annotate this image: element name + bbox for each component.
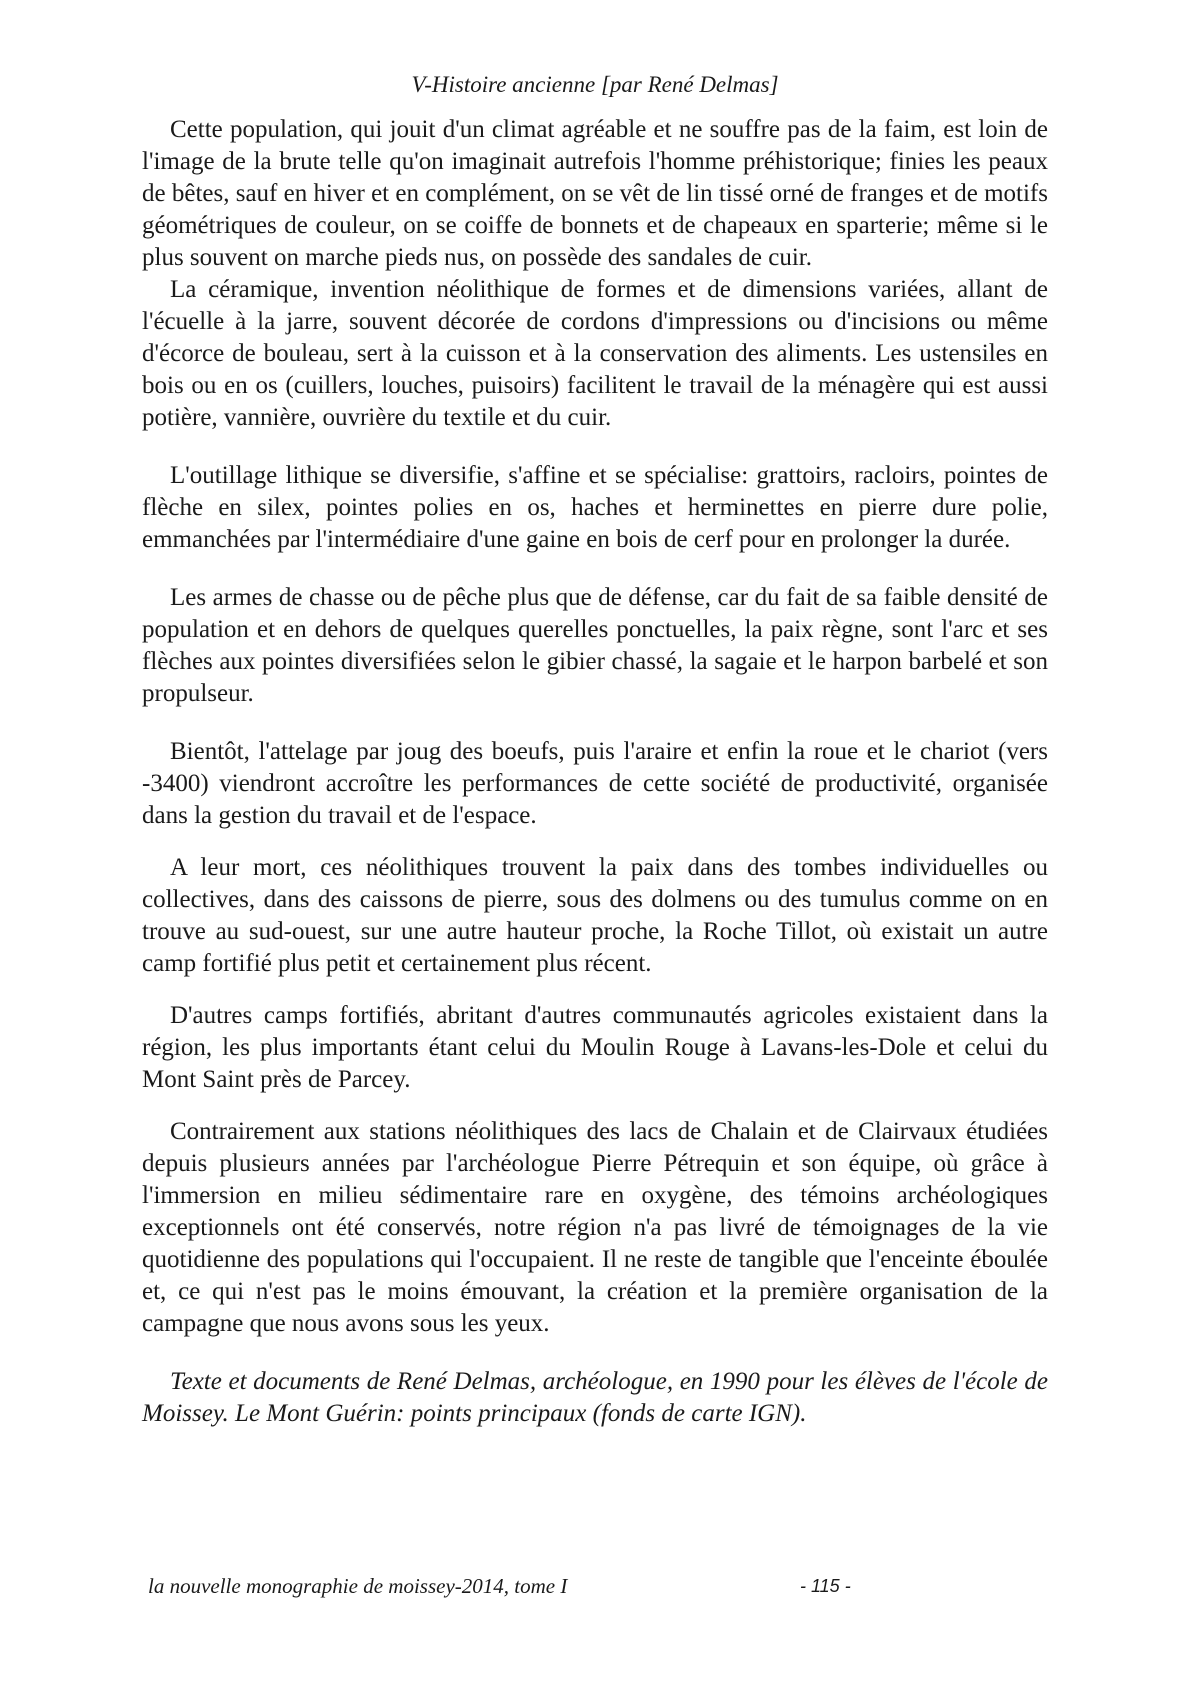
document-body (142, 114, 1048, 1430)
paragraph-harness: Bientôt, l'attelage par joug des boeufs, puis l'araire et enfin la roue et le chariot (vers -3400) viendront accroître les performances de cette société de productivité, organisée dans la gestion du travail et de l'espace. (142, 738, 1048, 829)
paragraph-clothing: Cette population, qui jouit d'un climat agréable et ne souffre pas de la faim, est loin de l'image de la brute telle qu'on imaginait autrefois l'homme préhistorique; finies les peaux de bêtes, sauf en hiver et en complément, on se vêt de lin tissé orné de franges et de motifs géométriques de couleur, on se coiffe de bonnets et de chapeaux en sparterie; même si le plus souvent on marche pieds nus, on possède des sandales de cuir. (142, 116, 1048, 271)
paragraph-weapons: Les armes de chasse ou de pêche plus que de défense, car du fait de sa faible densité de population et en dehors de quelques querelles ponctuelles, la paix règne, sont l'arc et ses flèches aux pointes diversifiées selon le gibier chassé, la sagaie et le harpon barbelé et son propulseur. (142, 584, 1048, 707)
paragraph-ceramics: La céramique, invention néolithique de formes et de dimensions variées, allant de l'écuelle à la jarre, souvent décorée de cordons d'impressions ou d'incisions ou même d'écorce de bouleau, sert à la cuisson et à la conservation des aliments. Les ustensiles en bois ou en os (cuillers, louches, puisoirs) facilitent le travail de la ménagère qui est aussi potière, vannière, ouvrière du textile et du cuir. (142, 276, 1048, 431)
caption: Texte et documents de René Delmas, archéologue, en 1990 pour les élèves de l'école de Moissey. Le Mont Guérin: points principaux (fonds de carte IGN). (142, 1368, 1048, 1427)
running-header: V-Histoire ancienne [par René Delmas] (411, 72, 779, 97)
paragraph-lake-stations: Contrairement aux stations néolithiques des lacs de Chalain et de Clairvaux étudiées depuis plusieurs années par l'archéologue Pierre Pétrequin et son équipe, où grâce à l'immersion en milieu sédimentaire rare en oxygène, des témoins archéologiques exceptionnels ont été conservés, notre région n'a pas livré de témoignages de la vie quotidienne des populations qui l'occupaient. Il ne reste de tangible que l'enceinte éboulée et, ce qui n'est pas le moins émouvant, la création et la première organisation de la campagne que nous avons sous les yeux. (142, 1118, 1048, 1337)
paragraph-burials: A leur mort, ces néolithiques trouvent la paix dans des tombes individuelles ou collectives, dans des caissons de pierre, sous des dolmens ou des tumulus comme on en trouve au sud-ouest, sur une autre hauteur proche, la Roche Tillot, où existait un autre camp fortifié plus petit et certainement plus récent. (142, 854, 1048, 977)
paragraph-camps: D'autres camps fortifiés, abritant d'autres communautés agricoles existaient dans la région, les plus importants étant celui du Moulin Rouge à Lavans-les-Dole et celui du Mont Saint près de Parcey. (142, 1002, 1048, 1093)
footer-publication: la nouvelle monographie de moissey-2014, tome I (148, 1574, 568, 1598)
paragraph-tools: L'outillage lithique se diversifie, s'affine et se spécialise: grattoirs, racloirs, pointes de flèche en silex, pointes polies en os, haches et herminettes en pierre dure polie, emmanchées par l'intermédiaire d'une gaine en bois de cerf pour en prolonger la durée. (142, 462, 1048, 553)
page-number: - 115 - (800, 1576, 851, 1596)
